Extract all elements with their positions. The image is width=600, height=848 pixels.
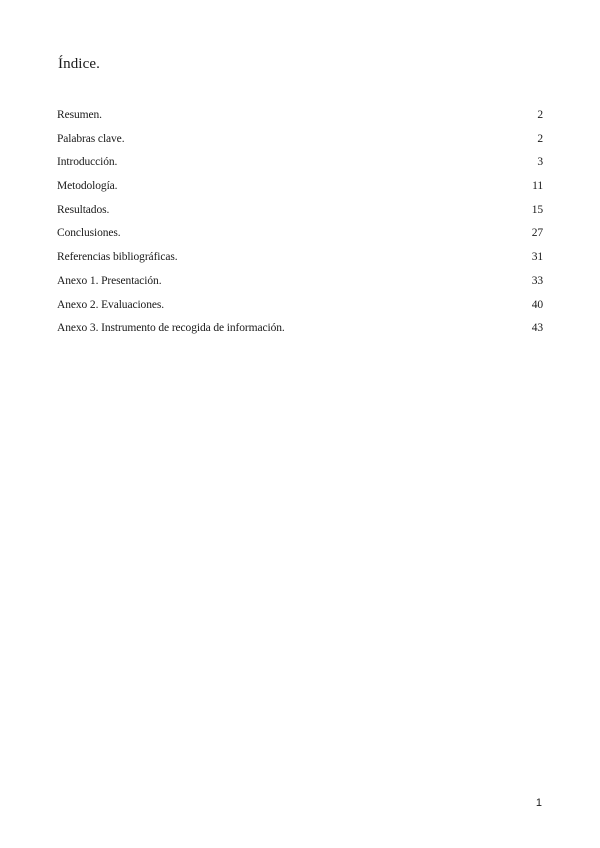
toc-entry-page: 2	[537, 132, 543, 145]
toc-entry-page: 2	[537, 109, 543, 121]
toc-entry-label: Anexo 3. Instrumento de recogida de información.	[57, 322, 285, 335]
toc-entry	[57, 321, 543, 345]
toc-entry-label: Anexo 1. Presentación.	[57, 274, 162, 287]
toc-entry-label: Anexo 2. Evaluaciones.	[57, 298, 165, 311]
toc-entry	[57, 132, 543, 156]
toc-entry-page: 40	[531, 298, 543, 311]
toc-entry-label: Conclusiones.	[57, 227, 121, 240]
toc-entry-page: 15	[531, 203, 543, 216]
toc-entry-label: Resumen.	[57, 109, 102, 121]
toc-entry-page: 27	[531, 227, 543, 240]
toc-entry	[57, 250, 543, 274]
toc-entry	[57, 274, 543, 298]
toc-entry	[57, 155, 543, 179]
toc-entry-label: Resultados.	[57, 203, 110, 216]
toc-entry	[57, 298, 543, 322]
table-of-contents	[57, 108, 543, 345]
toc-entry	[57, 203, 543, 227]
toc-entry	[57, 108, 543, 132]
toc-entry-page: 43	[531, 322, 543, 335]
toc-entry-label: Palabras clave.	[57, 132, 125, 145]
toc-entry-label: Referencias bibliográficas.	[57, 251, 178, 264]
toc-entry	[57, 179, 543, 203]
toc-entry	[57, 226, 543, 250]
toc-entry-page: 31	[531, 251, 543, 264]
toc-entry-page: 11	[532, 180, 543, 193]
page-title: Índice.	[58, 56, 100, 72]
page-number: 1	[535, 797, 542, 809]
toc-entry-label: Metodología.	[57, 180, 118, 193]
toc-entry-label: Introducción.	[57, 156, 118, 169]
toc-entry-page: 3	[537, 156, 543, 169]
toc-entry-page: 33	[531, 274, 543, 287]
